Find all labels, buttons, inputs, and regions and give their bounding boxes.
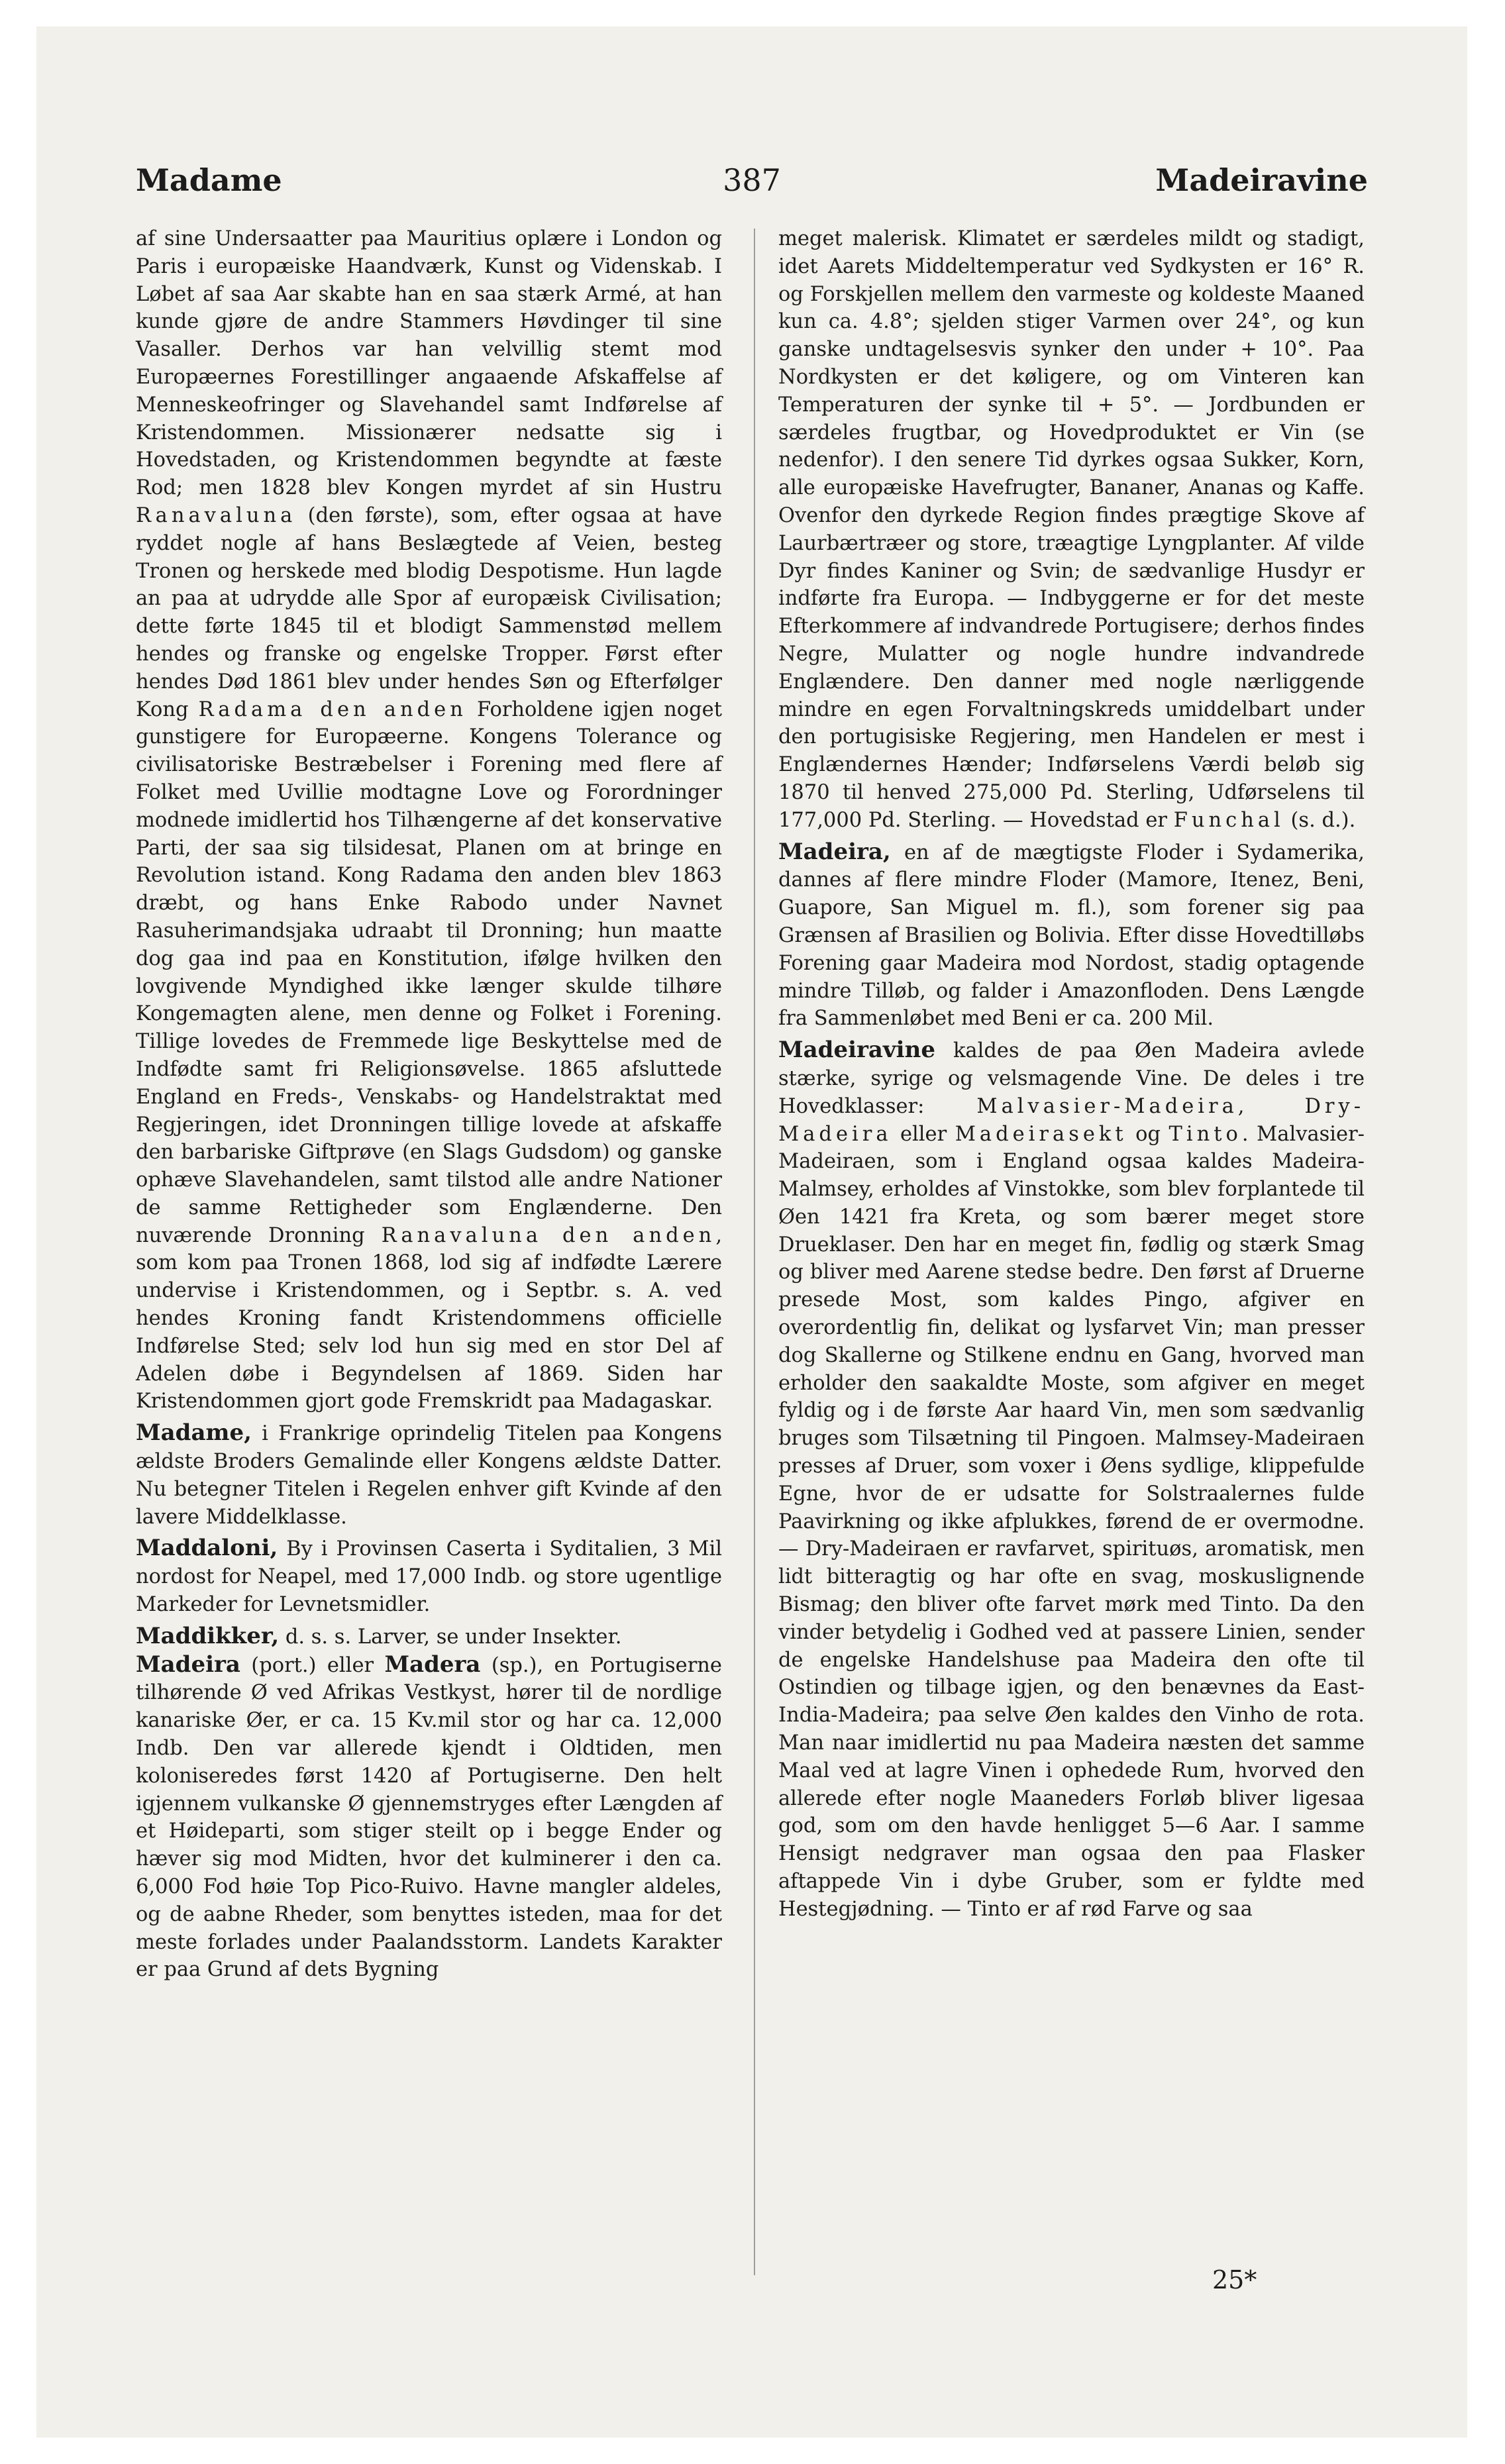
entry-maddaloni: Maddaloni, By i Provinsen Caserta i Syditalien, 3 Mil nordost for Neapel, med 17,000 Indb. og store ugentlige Markeder for Levnetsmidler. — [136, 1535, 722, 1617]
right-running-headword: Madeiravine — [1155, 162, 1368, 198]
headword-madeira-river: Madeira, — [778, 838, 891, 865]
left-column — [136, 225, 722, 1984]
entry-madeira-river: Madeira, en af de mægtigste Floder i Sydamerika, dannes af flere mindre Floder (Mamore, Itenez, Beni, Guapore, San Miguel m. fl.), som forener sig paa Grænsen af Brasilien og Bolivia. Efter disse Hovedtilløbs Forening gaar Madeira mod Nordost, stadig optagende mindre Tilløb, og falder i Amazonfloden. Dens Længde fra Sammenløbet med Beni er ca. 200 Mil. — [778, 838, 1365, 1031]
entry-maddikker: Maddikker, d. s. s. Larver, se under Insekter. — [136, 1622, 622, 1649]
right-column — [778, 225, 1365, 1924]
latin-term: East-India-Madeira — [778, 1676, 1365, 1727]
signature-mark: 25* — [1212, 2265, 1257, 2294]
spaced-name: Funchal — [1173, 808, 1284, 832]
entry-madame: Madame, i Frankrige oprindelig Titelen paa Kongens ældste Broders Gemalinde eller Kongens ældste Datter. Nu betegner Titelen i Regelen enhver gift Kvinde af den lavere Middelklasse. — [136, 1419, 722, 1529]
column-divider — [754, 229, 755, 2275]
entry-madeira-island: Madeira (port.) eller Madera (sp.), en Portugiserne tilhørende Ø ved Afrikas Vestkyst, hører til de nordlige kanariske Øer, er ca. 15 Kv.mil stor og har ca. 12,000 Indb. Den var allerede kjendt i Oldtiden, men koloniseredes først 1420 af Portugiserne. Den helt igjennem vulkanske Ø gjennemstryges efter Længden af et Høideparti, som stiger steilt op i begge Ender og hæver sig mod Midten, hvor det kulminerer i den ca. 6,000 Fod høie Top Pico-Ruivo. Havne mangler aldeles, og de aabne Rheder, som benyttes isteden, maa for det meste forlades under Paalandsstorm. Landets Karakter er paa Grund af dets Bygning — [136, 1651, 722, 1982]
spaced-name: Radama den anden — [198, 697, 467, 721]
spaced-name: Madeirasekt — [955, 1122, 1127, 1146]
madagascar-continuation: af sine Undersaatter paa Mauritius oplære i London og Paris i europæiske Haandværk, Kunst og Videnskab. I Løbet af saa Aar skabte han en saa stærk Armé, at han kunde gjøre de andre Stammers Høvdinger til sine Vasaller. Derhos var han velvillig stemt mod Europæernes Forestillinger angaaende Afskaffelse af Menneskeofringer og Slavehandel samt Indførelse af Kristendommen. Missionærer nedsatte sig i Hovedstaden, og Kristendommen begyndte at fæste Rod; men 1828 blev Kongen myrdet af sin Hustru Ranavaluna (den første), som, efter ogsaa at have ryddet nogle af hans Beslægtede af Veien, besteg Tronen og herskede med blodig Despotisme. Hun lagde an paa at udrydde alle Spor af europæisk Civilisation; dette førte 1845 til et blodigt Sammenstød mellem hendes og franske og engelske Tropper. Først efter hendes Død 1861 blev under hendes Søn og Efterfølger Kong Radama den anden Forholdene igjen noget gunstigere for Europæerne. Kongens Tolerance og civilisatoriske Bestræbelser i Forening med flere af Folket med Uvillie modtagne Love og Forordninger modnede imidlertid hos Tilhængerne af det konservative Parti, der saa sig tilsidesat, Planen om at bringe en Revolution istand. Kong Radama den anden blev 1863 dræbt, og hans Enke Rabodo under Navnet Rasuherimandsjaka udraabt til Dronning; hun maatte dog gaa ind paa en Konstitution, ifølge hvilken den lovgivende Myndighed ikke længer skulde tilhøre Kongemagten alene, men denne og Folket i Forening. Tillige lovedes de Fremmede lige Beskyttelse med de Indfødte samt fri Religionsøvelse. 1865 afsluttede England en Freds-, Venskabs- og Handelstraktat med Regjeringen, idet Dronningen tillige lovede at afskaffe den barbariske Giftprøve (en Slags Gudsdom) og ganske ophæve Slavehandelen, samt tilstod alle andre Nationer de samme Rettigheder som Englænderne. Den nuværende Dronning Ranavaluna den anden, som kom paa Tronen 1868, lod sig af indfødte Lærere undervise i Kristendommen, og i Septbr. s. A. ved hendes Kroning fandt Kristendommens officielle Indførelse Sted; selv lod hun sig med en stor Del af Adelen døbe i Begyndelsen af 1869. Siden har Kristendommen gjort gode Fremskridt paa Madagaskar. — [136, 227, 723, 1413]
page-number: 387 — [723, 162, 781, 198]
headword-madame: Madame, — [136, 1419, 252, 1447]
spaced-name: Ranavaluna den anden — [381, 1223, 716, 1247]
spaced-name: Tinto — [1168, 1122, 1242, 1146]
entry-madeiravine: Madeiravine kaldes de paa Øen Madeira avlede stærke, syrige og velsmagende Vine. De deles i tre Hovedklasser: Malvasier-Madeira, Dry-Madeira eller Madeirasekt og Tinto. Malvasier-Madeiraen, som i England ogsaa kaldes Madeira-Malmsey, erholdes af Vinstokke, som blev forplantede til Øen 1421 fra Kreta, og som bærer meget store Drueklaser. Den har en meget fin, fødlig og stærk Smag og bliver med Aarene stedse bedre. Den først af Druerne presede Most, som kaldes Pingo, afgiver en overordentlig fin, delikat og lysfarvet Vin; man presser dog Skallerne og Stilkene endnu en Gang, hvorved man erholder den saakaldte Moste, som afgiver en meget fyldig og i de første Aar haard Vin, men som sædvanlig bruges som Tilsætning til Pingoen. Malmsey-Madeiraen presses af Druer, som voxer i Øens sydlige, klippefulde Egne, hvor de er udsatte for Solstraalernes fulde Paavirkning og ikke afplukkes, førend de er overmodne. — Dry-Madeiraen er ravfarvet, spirituøs, aromatisk, men lidt bitteragtig og har ofte en svag, moskuslignende Bismag; den bliver ofte farvet mørk med Tinto. Da den vinder betydelig i Godhed ved at passere Linien, sender de engelske Handelshuse paa Madeira den ofte til Ostindien og tilbage igjen, og den benævnes da East-India-Madeira; paa selve Øen kaldes den Vinho de rota. Man naar imidlertid nu paa Madeira næsten det samme Maal ved at lagre Vinen i ophedede Rum, hvorved den allerede efter nogle Maaneders Forløb bliver ligesaa god, som om den havde henligget 5—6 Aar. I samme Hensigt nedgraver man ogsaa den paa Flasker aftappede Vin i dybe Gruber, som er fyldte med Hestegjødning. — Tinto er af rød Farve og saa — [778, 1037, 1365, 1921]
headword-maddikker: Maddikker, — [136, 1622, 280, 1649]
spaced-name: Ranavaluna — [136, 503, 297, 527]
left-running-headword: Madame — [136, 162, 282, 198]
headword-madera: Madera — [384, 1651, 481, 1678]
headword-madeira: Madeira — [136, 1651, 240, 1678]
madeira-island-continuation: meget malerisk. Klimatet er særdeles mildt og stadigt, idet Aarets Middeltemperatur ved Sydkysten er 16° R. og Forskjellen mellem den varmeste og koldeste Maaned kun ca. 4.8°; sjelden stiger Varmen over 24°, og kun ganske undtagelsesvis synker den under + 10°. Paa Nordkysten er det køligere, og om Vinteren kan Temperaturen der synke til + 5°. — Jordbunden er særdeles frugtbar, og Hovedproduktet er Vin (se nedenfor). I den senere Tid dyrkes ogsaa Sukker, Korn, alle europæiske Havefrugter, Bananer, Ananas og Kaffe. Ovenfor den dyrkede Region findes prægtige Skove af Laurbærtræer og store, træagtige Lyngplanter. Af vilde Dyr findes Kaniner og Svin; de sædvanlige Husdyr er indførte fra Europa. — Indbyggerne er for det meste Efterkommere af indvandrede Portugisere; derhos findes Negre, Mulatter og nogle hundre indvandrede Englændere. Den danner med nogle nærliggende mindre en egen Forvaltningskreds umiddelbart under den portugisiske Regjering, men Handelen er mest i Englændernes Hænder; Indførselens Værdi beløb sig 1870 til henved 275,000 Pd. Sterling, Udførselens til 177,000 Pd. Sterling. — Hovedstad er Funchal (s. d.). — [778, 227, 1365, 832]
spaced-name: Malvasier-Madeira, Dry-Madeira — [778, 1094, 1365, 1146]
running-header — [136, 162, 1368, 215]
headword-maddaloni: Maddaloni, — [136, 1535, 278, 1562]
latin-term: Vinho de rota — [1215, 1704, 1359, 1727]
book-page — [36, 26, 1467, 2438]
headword-madeiravine: Madeiravine — [778, 1037, 935, 1064]
